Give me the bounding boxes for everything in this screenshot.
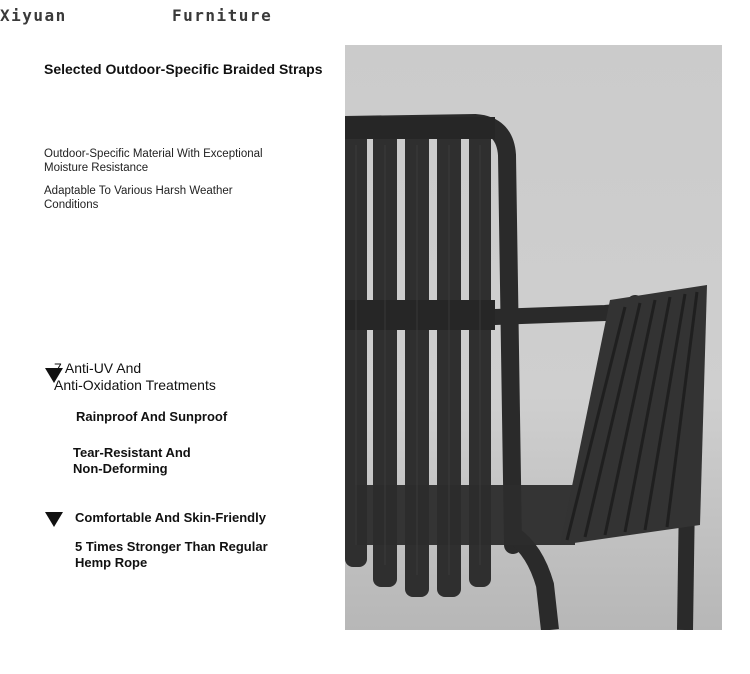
item-tear-resistant <box>73 445 191 476</box>
feature-weather-line1: Adaptable To Various Harsh Weather <box>44 185 233 197</box>
brand-name-left: Xiyuan <box>0 6 67 25</box>
section-comfort-title: Comfortable And Skin-Friendly <box>75 510 266 525</box>
feature-weather-line2: Conditions <box>44 198 99 211</box>
item-stronger-line2: Hemp Rope <box>75 554 148 570</box>
feature-weather <box>44 185 233 213</box>
feature-moisture <box>44 148 263 176</box>
item-rainproof: Rainproof And Sunproof <box>76 409 228 424</box>
section-anti-uv-line1: 7 Anti-UV And <box>54 360 142 376</box>
feature-moisture-line1: Outdoor-Specific Material With Exceptional <box>44 148 263 160</box>
item-tear-resistant-line1: Tear-Resistant And <box>73 445 191 460</box>
chair-illustration <box>345 45 722 630</box>
triangle-down-icon <box>45 512 63 527</box>
item-stronger <box>75 539 268 570</box>
feature-moisture-line2: Moisture Resistance <box>44 161 149 174</box>
section-anti-uv-title <box>54 360 216 394</box>
item-stronger-line1: 5 Times Stronger Than Regular <box>75 539 268 554</box>
item-tear-resistant-line2: Non-Deforming <box>73 460 168 476</box>
headline: Selected Outdoor-Specific Braided Straps <box>44 61 323 77</box>
brand-name-right: Furniture <box>172 6 273 25</box>
product-photo <box>345 45 722 630</box>
section-anti-uv-line2: Anti-Oxidation Treatments <box>54 376 216 393</box>
